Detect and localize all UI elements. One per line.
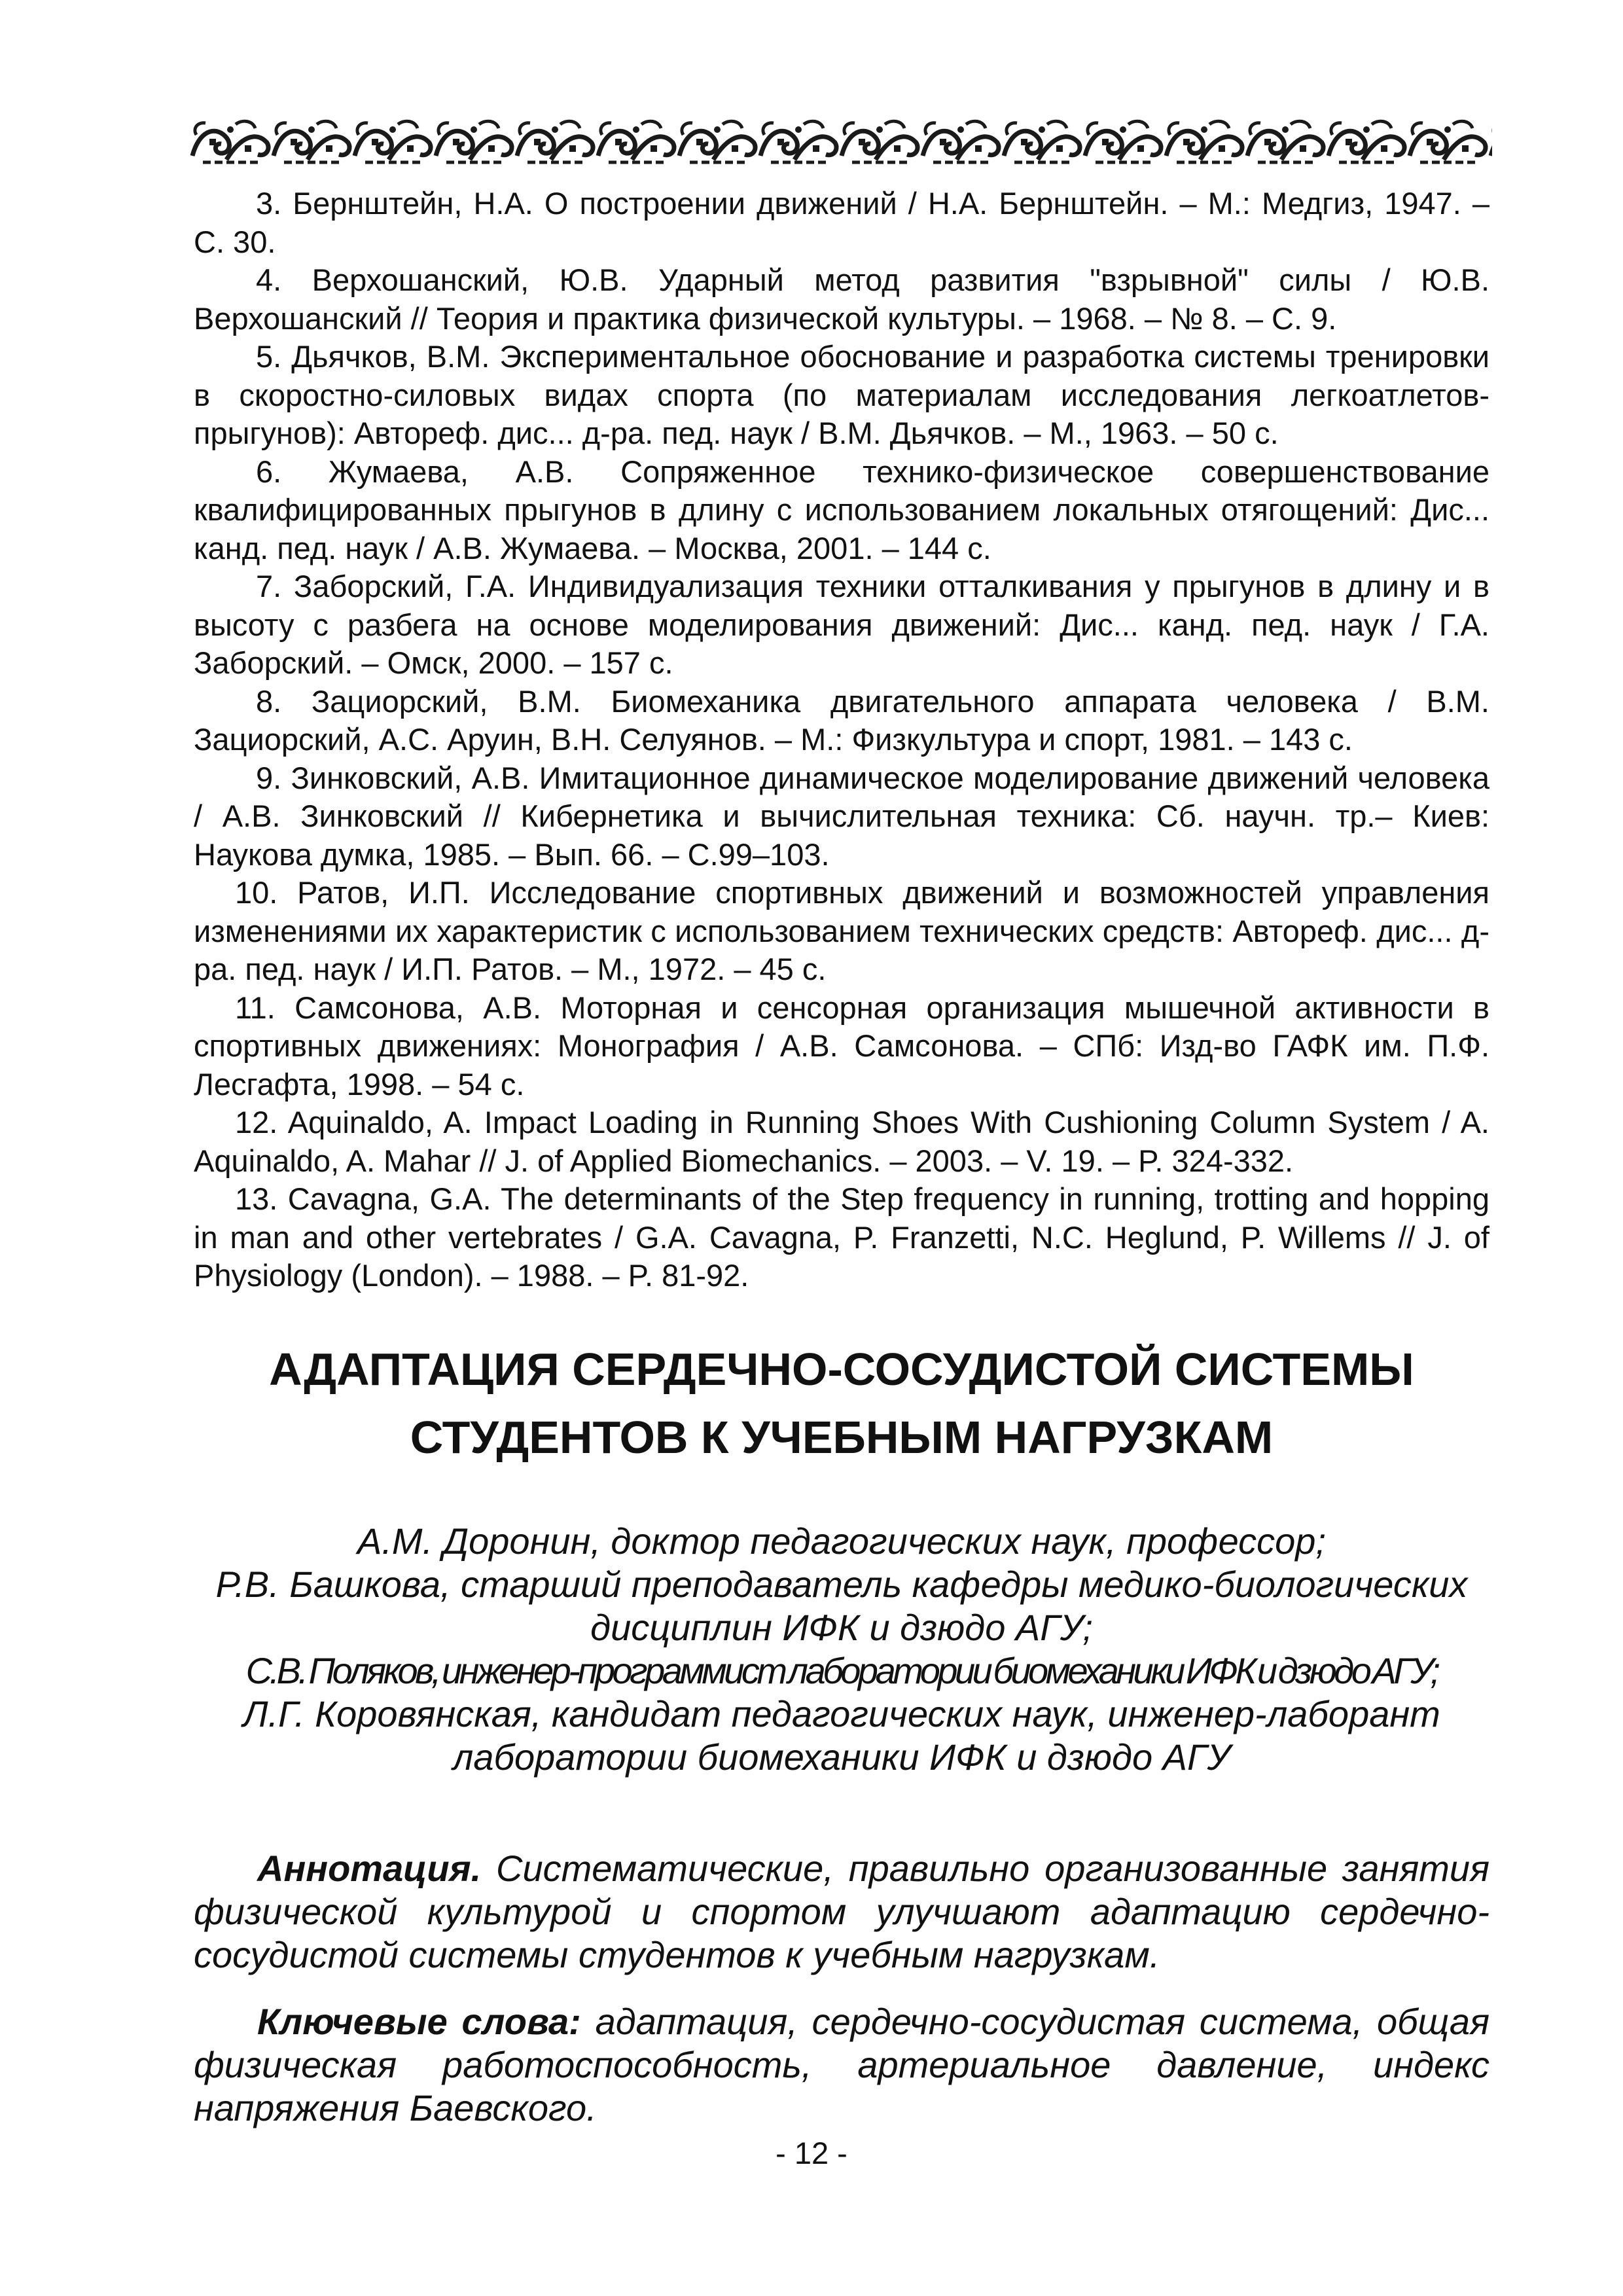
author-block: [194, 1520, 1489, 1779]
reference-item: 8. Зациорский, В.М. Биомеханика двигательного аппарата человека / В.М. Зациорский, А.С. Аруин, В.Н. Селуянов. – М.: Физкультура и спорт, 1981. – 143 с.: [194, 683, 1489, 757]
article-title: [194, 1335, 1489, 1471]
reference-item: 7. Заборский, Г.А. Индивидуализация техники отталкивания у прыгунов в длину и в высоту с разбега на основе моделирования движений: Дис... канд. пед. наук / Г.А. Заборский. – Омск, 2000. – 157 с.: [194, 569, 1489, 680]
page-number: - 12 -: [776, 2136, 847, 2170]
author-line: А.М. Доронин, доктор педагогических наук, профессор;: [357, 1520, 1326, 1562]
author-line: Р.В. Башкова, старший преподаватель кафедры медико-биологических: [215, 1564, 1468, 1605]
author-line: Л.Г. Коровянская, кандидат педагогических наук, инженер-лаборант: [243, 1693, 1440, 1734]
keywords-label: Ключевые слова:: [257, 2001, 581, 2042]
keywords-text: адаптация, сердечно-сосудистая система, общая физическая работоспособность, артериальное давление, индекс напряжения Баевского.: [194, 2001, 1489, 2128]
author-line: дисциплин ИФК и дзюдо АГУ;: [590, 1607, 1093, 1648]
decorative-ornament-band: [190, 117, 1492, 169]
reference-item: 10. Ратов, И.П. Исследование спортивных движений и возможностей управления изменениями их характеристик с использованием технических средств: Автореф. дис... д-ра. пед. наук / И.П. Ратов. – М., 1972. – 45 с.: [194, 875, 1489, 986]
reference-item: 12. Aquinaldo, A. Impact Loading in Running Shoes With Cushioning Column System / A. Aquinaldo, A. Mahar // J. of Applied Biomechanics. – 2003. – V. 19. – P. 324-332.: [194, 1105, 1489, 1178]
abstract-label: Аннотация.: [257, 1848, 482, 1889]
author-line: С.В. Поляков, инженер-программист лаборатории биомеханики ИФК и дзюдо АГУ;: [245, 1650, 1438, 1691]
reference-item: 5. Дьячков, В.М. Экспериментальное обоснование и разработка системы тренировки в скоростно-силовых видах спорта (по материалам исследования легкоатлетов-прыгунов): Автореф. дис... д-ра. пед. наук / В.М. Дьячков. – М., 1963. – 50 с.: [194, 339, 1489, 450]
reference-list: [194, 185, 1489, 1295]
article-title-line: СТУДЕНТОВ К УЧЕБНЫМ НАГРУЗКАМ: [410, 1412, 1274, 1463]
reference-item: 4. Верхошанский, Ю.В. Ударный метод развития "взрывной" силы / Ю.В. Верхошанский // Теория и практика физической культуры. – 1968. – № 8. – С. 9.: [194, 262, 1489, 336]
reference-item: 6. Жумаева, А.В. Сопряженное технико-физическое совершенствование квалифицированных прыгунов в длину с использованием локальных отягощений: Дис... канд. пед. наук / А.В. Жумаева. – Москва, 2001. – 144 с.: [194, 454, 1489, 565]
reference-item: 9. Зинковский, А.В. Имитационное динамическое моделирование движений человека / А.В. Зинковский // Кибернетика и вычислительная техника: Сб. научн. тр.– Киев: Наукова думка, 1985. – Вып. 66. – С.99–103.: [194, 760, 1489, 872]
abstract-paragraph: [194, 1847, 1489, 1977]
reference-item: 3. Бернштейн, Н.А. О построении движений / Н.А. Бернштейн. – М.: Медгиз, 1947. – С. 30.: [194, 186, 1489, 259]
abstract-text: Систематические, правильно организованные занятия физической культурой и спортом улучшают адаптацию сердечно-сосудистой системы студентов к учебным нагрузкам.: [194, 1848, 1489, 1975]
article-title-line: АДАПТАЦИЯ СЕРДЕЧНО-СОСУДИСТОЙ СИСТЕМЫ: [269, 1344, 1414, 1395]
reference-item: 13. Cavagna, G.A. The determinants of the Step frequency in running, trotting and hopping in man and other vertebrates / G.A. Cavagna, P. Franzetti, N.C. Heglund, P. Willems // J. of Physiology (London). – 1988. – P. 81-92.: [194, 1181, 1489, 1293]
keywords-paragraph: [194, 2000, 1489, 2130]
reference-item: 11. Самсонова, А.В. Моторная и сенсорная организация мышечной активности в спортивных движениях: Монография / А.В. Самсонова. – СПб: Изд-во ГАФК им. П.Ф. Лесгафта, 1998. – 54 с.: [194, 990, 1489, 1102]
author-line: лаборатории биомеханики ИФК и дзюдо АГУ: [452, 1736, 1231, 1778]
abstract-section: [194, 1847, 1489, 2130]
